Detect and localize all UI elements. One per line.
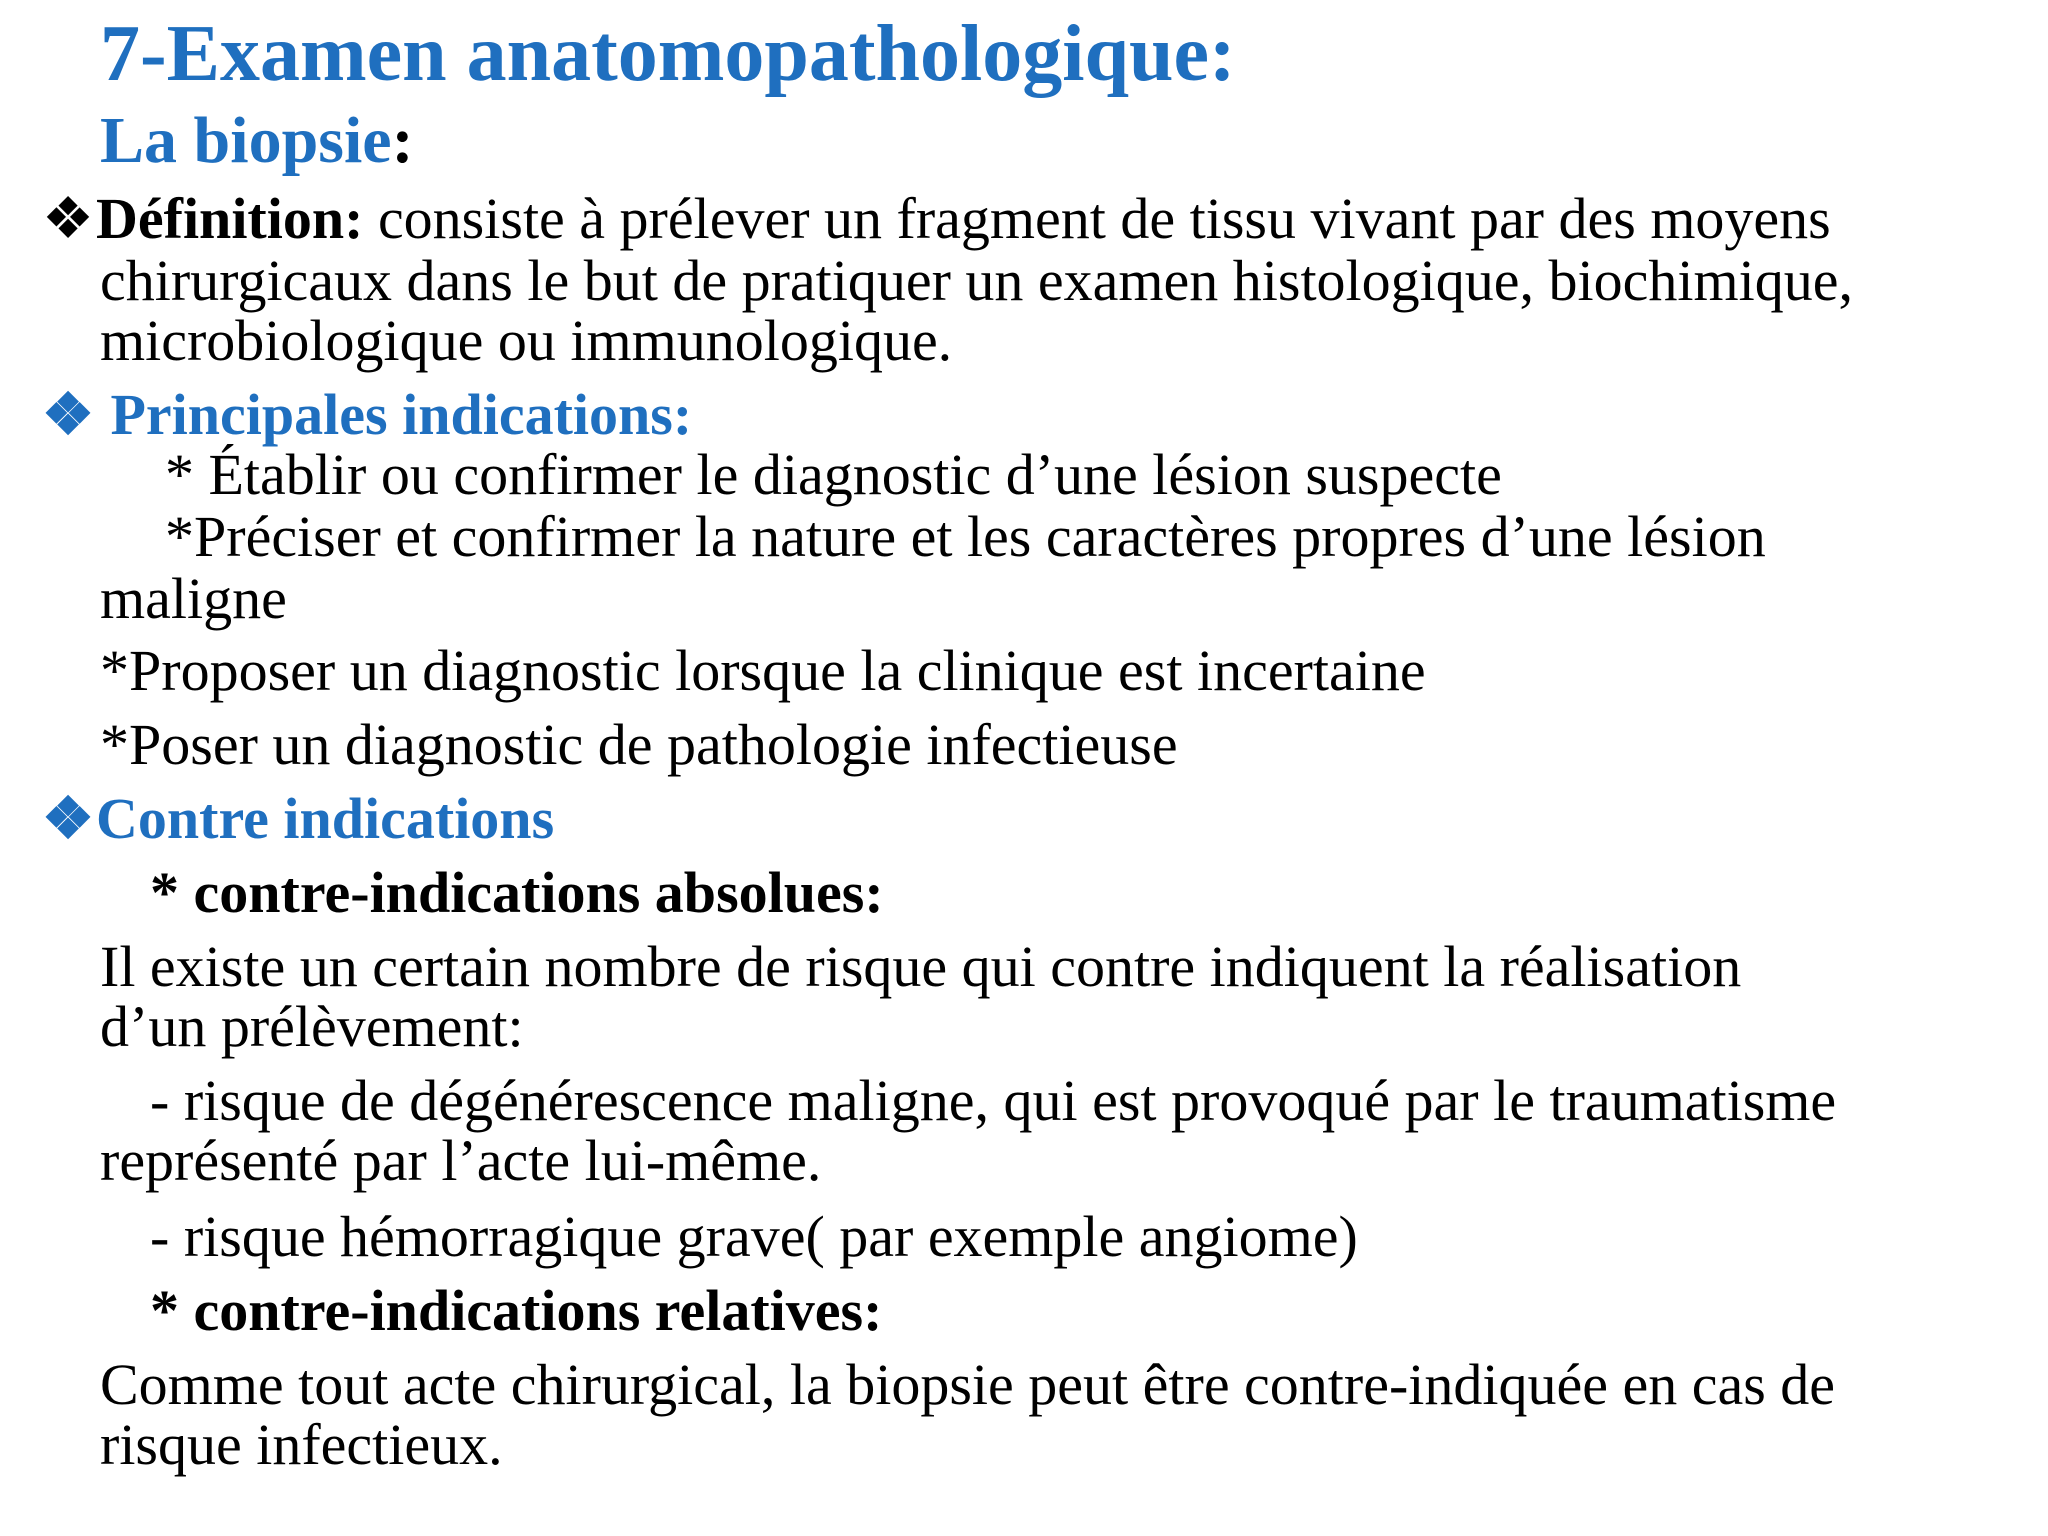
relatives-label: * contre-indications relatives: (150, 1278, 883, 1343)
slide-title: 7-Examen anatomopathologique: (100, 10, 1236, 98)
indication-item-2-cont: maligne (100, 566, 287, 631)
contre-indications-heading-text: Contre indications (96, 786, 555, 851)
indication-item-1: * Établir ou confirmer le diagnostic d’une lésion suspecte (165, 442, 1502, 507)
definition-line-1 (42, 186, 1831, 251)
indications-heading-text: Principales indications: (110, 382, 693, 447)
indication-item-4: *Poser un diagnostic de pathologie infectieuse (100, 712, 1178, 777)
indication-item-2: *Préciser et confirmer la nature et les caractères propres d’une lésion (165, 504, 1766, 569)
subtitle-text: La biopsie (100, 104, 392, 177)
definition-label: Définition: (96, 186, 364, 251)
diamond-bullet-icon: ❖ (42, 382, 94, 447)
definition-line-2: chirurgicaux dans le but de pratiquer un examen histologique, biochimique, (100, 248, 1853, 313)
subtitle-colon: : (391, 104, 414, 177)
relatives-text-1: Comme tout acte chirurgical, la biopsie peut être contre-indiquée en cas de (100, 1352, 1836, 1417)
absolues-text-2: d’un prélèvement: (100, 994, 524, 1059)
risque-1-line-2: représenté par l’acte lui-même. (100, 1128, 822, 1193)
risque-2: - risque hémorragique grave( par exemple angiome) (150, 1204, 1358, 1269)
indication-item-3: *Proposer un diagnostic lorsque la clinique est incertaine (100, 638, 1426, 703)
diamond-bullet-icon: ❖ (42, 186, 94, 251)
indications-heading (42, 382, 693, 447)
absolues-text-1: Il existe un certain nombre de risque qui contre indiquent la réalisation (100, 934, 1742, 999)
definition-line-3: microbiologique ou immunologique. (100, 308, 953, 373)
absolues-label: * contre-indications absolues: (150, 860, 884, 925)
definition-text-1: consiste à prélever un fragment de tissu vivant par des moyens (363, 186, 1831, 251)
contre-indications-heading (42, 786, 555, 851)
risque-1-line-1: - risque de dégénérescence maligne, qui est provoqué par le traumatisme (150, 1068, 1837, 1133)
subtitle (100, 104, 414, 177)
relatives-text-2: risque infectieux. (100, 1412, 503, 1477)
diamond-bullet-icon: ❖ (42, 786, 94, 851)
